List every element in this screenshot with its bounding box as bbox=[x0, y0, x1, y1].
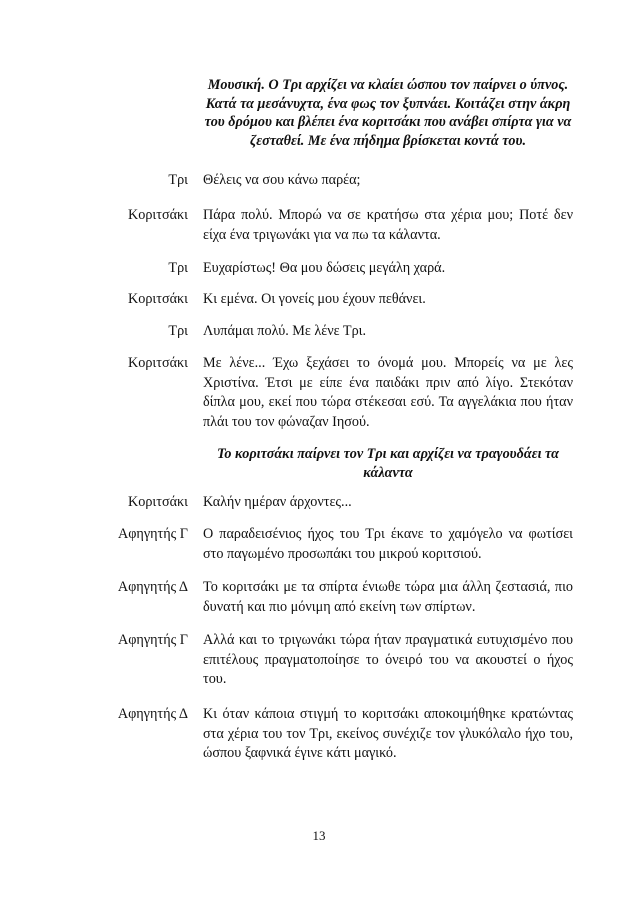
speaker-name: Κοριτσάκι bbox=[128, 494, 188, 510]
speaker-name: Κοριτσάκι bbox=[128, 291, 188, 307]
speaker-name: Αφηγητής Δ bbox=[117, 706, 188, 722]
speaker-name: Αφηγητής Δ bbox=[117, 579, 188, 595]
speaker-name: Τρι bbox=[168, 172, 188, 188]
dialogue-line: Ευχαρίστως! Θα μου δώσεις μεγάλη χαρά. bbox=[203, 260, 446, 276]
speaker-name: Αφηγητής Γ bbox=[117, 632, 188, 648]
speaker-name: Κοριτσάκι bbox=[128, 207, 188, 223]
dialogue-line: Λυπάμαι πολύ. Με λένε Τρι. bbox=[203, 323, 367, 339]
dialogue-line: Καλήν ημέραν άρχοντες... bbox=[203, 494, 352, 510]
dialogue-line: Θέλεις να σου κάνω παρέα; bbox=[203, 172, 361, 188]
dialogue-line: Το κοριτσάκι με τα σπίρτα ένιωθε τώρα μια άλλη ζεστασιά, πιο δυνατή και πιο μόνιμη από εκείνη των σπίρτων. bbox=[203, 579, 573, 615]
dialogue-line: Κι όταν κάποια στιγμή το κοριτσάκι αποκοιμήθηκε κρατώντας στα χέρια του τον Τρι, εκείνος συνέχιζε τον γλυκόλαλο ήχο του, ώσπου ξαφνικά έγινε κάτι μαγικό. bbox=[203, 706, 573, 761]
speaker-name: Κοριτσάκι bbox=[128, 355, 188, 371]
dialogue-line: Πάρα πολύ. Μπορώ να σε κρατήσω στα χέρια μου; Ποτέ δεν είχα ένα τριγωνάκι για να πω τα κάλαντα. bbox=[203, 207, 573, 243]
stage-direction-opening: Μουσική. Ο Τρι αρχίζει να κλαίει ώσπου τον παίρνει ο ύπνος. Κατά τα μεσάνυχτα, ένα φως τον ξυπνάει. Κοιτάζει στην άκρη του δρόμου και βλέπει ένα κοριτσάκι που ανάβει σπίρτα για να ζεσταθεί. Με ένα πήδημα βρίσκεται κοντά του. bbox=[204, 77, 572, 149]
dialogue-line: Κι εμένα. Οι γονείς μου έχουν πεθάνει. bbox=[203, 291, 426, 307]
dialogue-line: Με λένε... Έχω ξεχάσει το όνομά μου. Μπορείς να με λες Χριστίνα. Έτσι με είπε ένα παιδάκι πριν από λίγο. Στεκόταν δίπλα μου, εκεί που τώρα στέκεσαι εσύ. Τα αγγελάκια που ήταν πλάι του τον φώναζαν Ιησού. bbox=[203, 355, 573, 430]
page-number: 13 bbox=[312, 828, 326, 843]
speaker-name: Τρι bbox=[168, 260, 188, 276]
dialogue-line: Αλλά και το τριγωνάκι τώρα ήταν πραγματικά ευτυχισμένο που επιτέλους πραγματοποίησε το όνειρό του να ακουστεί ο ήχος του. bbox=[203, 632, 573, 687]
dialogue-line: Ο παραδεισένιος ήχος του Τρι έκανε το χαμόγελο να φωτίσει στο παγωμένο προσωπάκι του μικρού κοριτσιού. bbox=[203, 526, 573, 562]
speaker-name: Τρι bbox=[168, 323, 188, 339]
stage-direction-carols: Το κοριτσάκι παίρνει τον Τρι και αρχίζει να τραγουδάει τα κάλαντα bbox=[216, 446, 559, 481]
speaker-name: Αφηγητής Γ bbox=[117, 526, 188, 542]
